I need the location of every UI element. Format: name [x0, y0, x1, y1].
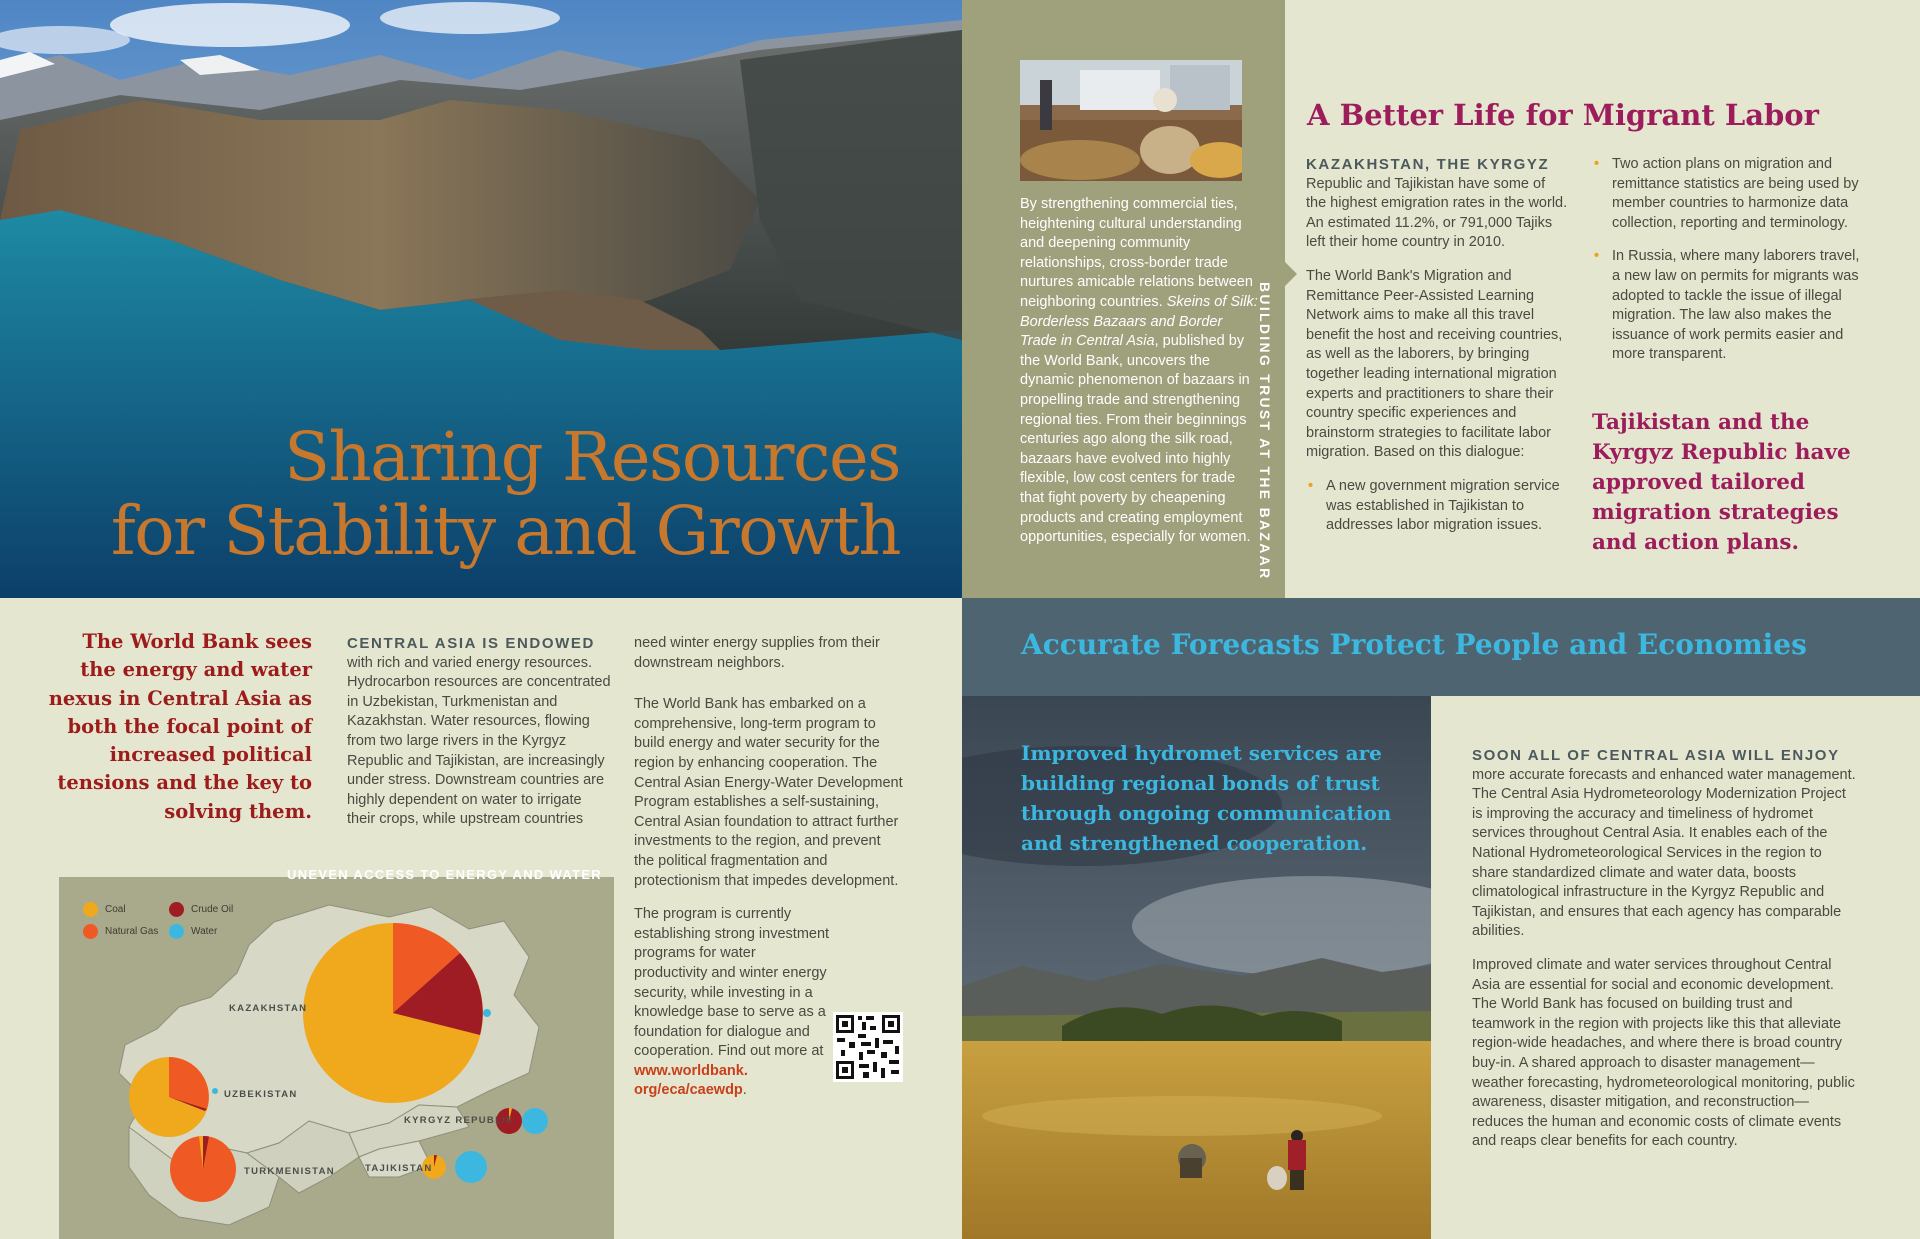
caewdp-link-line1: www.worldbank.: [634, 1062, 748, 1079]
forecast-kicker: SOON ALL OF CENTRAL ASIA WILL ENJOY: [1472, 747, 1840, 764]
migrant-para-1: Republic and Tajikistan have some of the highest emigration rates in the world. An estimated 11.2%, or 791,000 Tajiks left their home country in 2010.: [1306, 175, 1568, 251]
link-period: .: [742, 1082, 747, 1099]
migrant-column-1: [1306, 155, 1568, 550]
bazaar-market-image: [1020, 60, 1242, 181]
kazakhstan-label: KAZAKHSTAN: [229, 1003, 308, 1014]
energy-pull-quote: The World Bank sees the energy and water nexus in Central Asia as both the focal point of increased political tensions and the key to solving them.: [48, 630, 312, 823]
migrant-bullet-3: • In Russia, where many laborers travel, a new law on permits for migrants was adopted to tackle the issue of illegal migration. The law also makes the issuance of work permits easier and more transparent.: [1592, 247, 1862, 365]
migrant-para-2: The World Bank's Migration and Remittance Peer-Assisted Learning Network aims to make all this travel benefit the host and receiving countries, as well as the laborers, by bringing together leading international migration experts and practitioners to share their country specific experiences and brainstorm strategies to facilitate labor migration. Based on this dialogue:: [1306, 267, 1563, 461]
energy-para-3: The World Bank has embarked on a comprehensive, long-term program to build energy and water security for the region by enhancing cooperation. The Central Asian Energy-Water Development Program establishes a self-sustaining, Central Asian foundation to attract further investments to the region, and prevent the political fragmentation and protectionism that impedes development.: [634, 696, 903, 889]
kazakhstan-pie: [303, 923, 491, 1103]
crude-oil-legend-label: Crude Oil: [191, 904, 234, 915]
bazaar-text-a: By strengthening commercial ties, heightening cultural understanding and deepening community relationships, cross-border trade nurtures amicable relations between neighboring countries.: [1020, 196, 1253, 310]
tajikistan-label: TAJIKISTAN: [365, 1163, 433, 1174]
forecast-para-1: more accurate forecasts and enhanced water management. The Central Asia Hydrometeorology Modernization Project is improving the accuracy and timeliness of hydromet services throughout Central Asia. It enables each of the National Hydrometeorological Services in the region to share standardized climate and water data, boosts climatological infrastructure in the Kyrgyz Republic and Tajikistan, and ensures that each agency has comparable abilities.: [1472, 766, 1856, 940]
migrant-column-2: [1592, 155, 1862, 379]
hero-title: [111, 420, 900, 568]
bazaar-text: [1020, 195, 1258, 548]
uzbekistan-label: UZBEKISTAN: [224, 1089, 298, 1100]
migrant-bullets-1: [1306, 477, 1568, 536]
hero-photo: [0, 0, 962, 598]
bazaar-vertical-label-text: BUILDING TRUST AT THE BAZAAR: [1257, 282, 1273, 581]
migrant-bullet-1: • A new government migration service was established in Tajikistan to addresses labor migration issues.: [1306, 477, 1568, 536]
water-legend-label: Water: [191, 926, 218, 937]
forecast-banner-title: Accurate Forecasts Protect People and Economies: [1021, 628, 1807, 661]
hero-title-line1: Sharing Resources: [284, 418, 900, 496]
forecast-column: [1472, 746, 1857, 1166]
migrant-bullet-2: • Two action plans on migration and remittance statistics are being used by member countries to harmonize data collection, reporting and terminology.: [1592, 155, 1862, 233]
migrant-bullets-2: [1592, 155, 1862, 365]
hero-title-line2: for Stability and Growth: [110, 492, 900, 570]
forecast-photo: [962, 696, 1431, 1239]
energy-para-4-block: [634, 905, 830, 1101]
bazaar-book-title: Skeins of Silk: Borderless Bazaars and Border Trade in Central Asia: [1020, 293, 1258, 350]
caewdp-link-line2: org/eca/caewdp: [634, 1082, 743, 1099]
caewdp-link[interactable]: [634, 1063, 748, 1099]
bazaar-vertical-label: [1257, 282, 1273, 581]
kyrgyz-label: KYRGYZ REPUBLIC: [404, 1115, 515, 1126]
qr-code-icon: [833, 1012, 903, 1082]
energy-water-map: [59, 867, 614, 1239]
map-title: UNEVEN ACCESS TO ENERGY AND WATER: [287, 867, 602, 882]
forecast-para-2: Improved climate and water services throughout Central Asia are essential for social and economic development. The World Bank has focused on building trust and teamwork in the region with projects like this that alleviate region-wide headaches, and where there is broad country buy-in. A shared approach to disaster management—weather forecasting, hydrometeorological monitoring, public awareness, disaster mitigation, and reconstruction—reduces the human and economic costs of climate events and reaps clear benefits for each country.: [1472, 956, 1855, 1150]
energy-para-2: need winter energy supplies from their downstream neighbors.: [634, 635, 880, 671]
migrant-title: A Better Life for Migrant Labor: [1307, 98, 1819, 132]
resource-pie-charts: [59, 877, 614, 1239]
turkmenistan-label: TURKMENISTAN: [244, 1166, 335, 1177]
forecast-pull-quote: Improved hydromet services are building regional bonds of trust through ongoing communication and strengthened cooperation.: [1021, 741, 1392, 855]
bazaar-notch: [1285, 262, 1297, 286]
bazaar-photo: [1020, 60, 1242, 181]
energy-kicker: CENTRAL ASIA IS ENDOWED: [347, 635, 595, 652]
migrant-kicker: KAZAKHSTAN, THE KYRGYZ: [1306, 156, 1550, 173]
energy-column-1: [347, 634, 612, 844]
energy-para-1: with rich and varied energy resources. Hydrocarbon resources are concentrated in Uzbekistan, Turkmenistan and Kazakhstan. Water resources, flowing from two large rivers in the Kyrgyz Republic and Tajikistan, are increasingly under stress. Downstream countries are highly dependent on water to irrigate their crops, while upstream countries: [347, 654, 611, 828]
bazaar-text-b: , published by the World Bank, uncovers the dynamic phenomenon of bazaars in propelling trade and strengthening regional ties. From their beginnings centuries ago along the silk road, bazaars have evolved into highly flexible, low cost centers for trade that fight poverty by cheapening products and creating employment opportunities, especially for women.: [1020, 333, 1251, 546]
natural-gas-legend-label: Natural Gas: [105, 926, 159, 937]
turkmenistan-pie: [170, 1136, 236, 1202]
coal-legend-label: Coal: [105, 904, 126, 915]
energy-para-4: The program is currently establishing strong investment programs for water productivity and winter energy security, while investing in a knowledge base to serve as a foundation for dialogue and cooperation. Find out more at: [634, 906, 830, 1060]
qr-code[interactable]: [833, 1012, 903, 1082]
migrant-pull-quote: Tajikistan and the Kyrgyz Republic have approved tailored migration strategies and action plans.: [1592, 410, 1851, 555]
uzbekistan-pie: [129, 1057, 218, 1137]
